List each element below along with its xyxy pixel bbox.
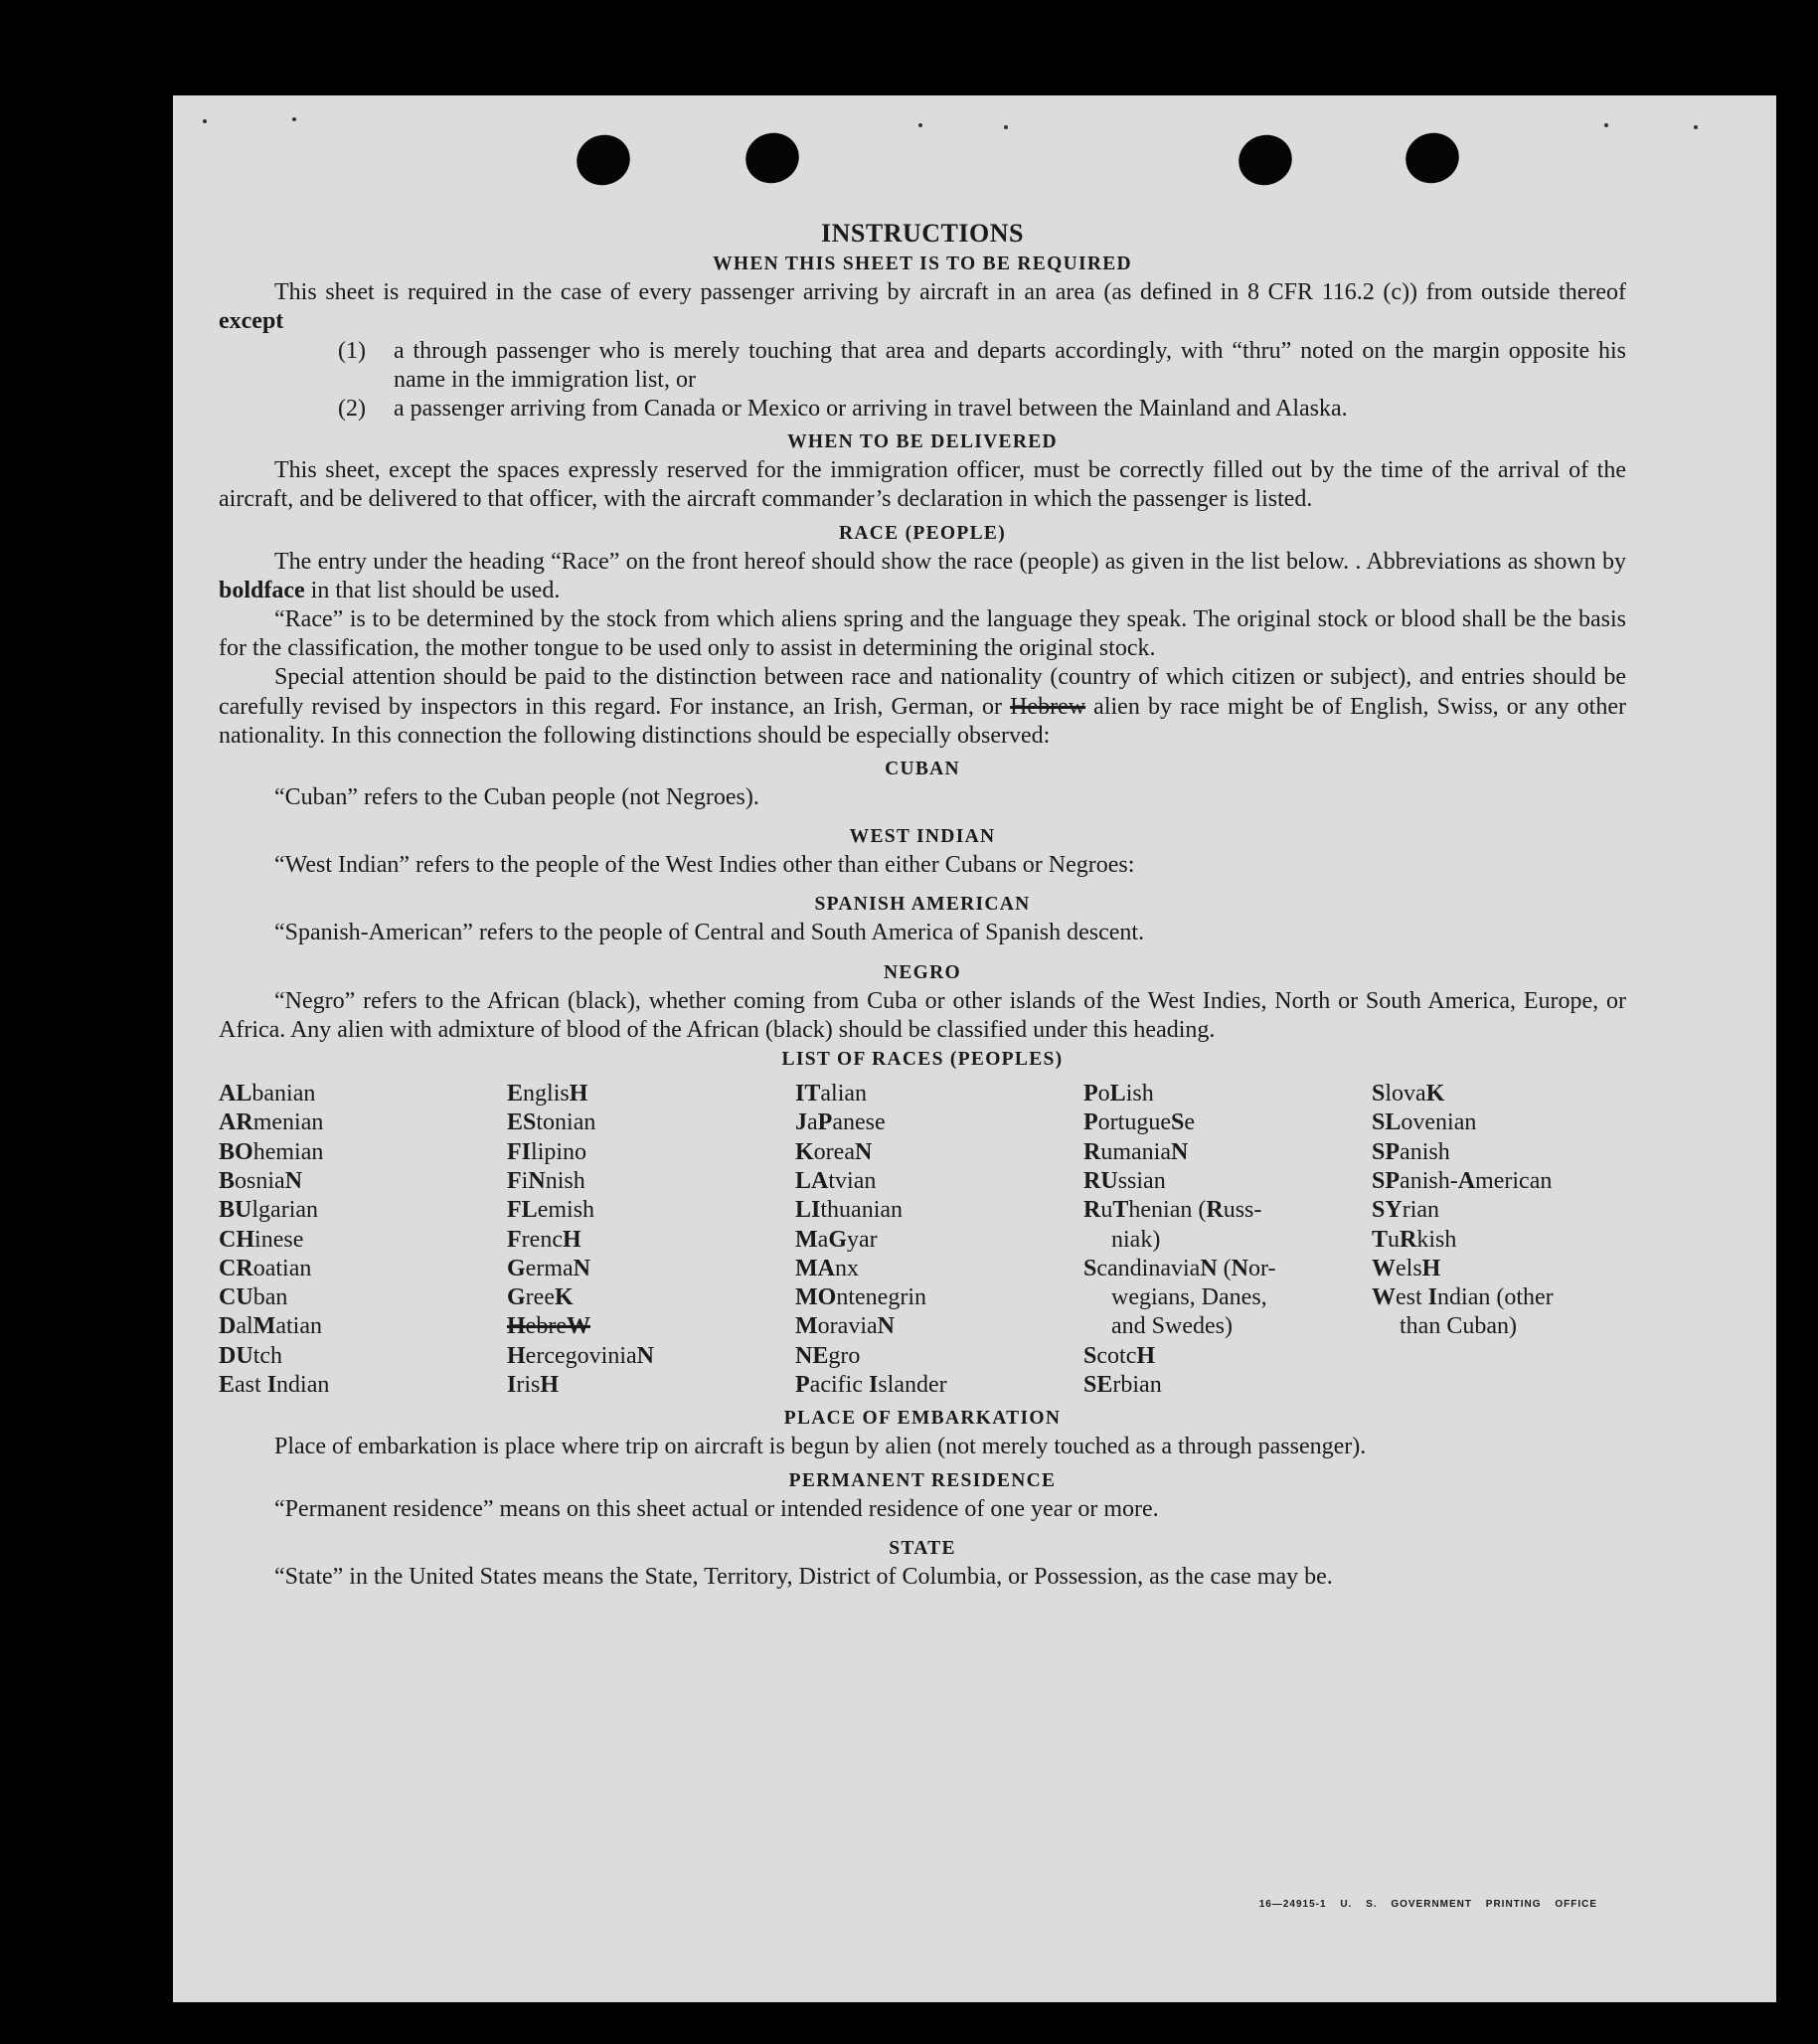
race-entry: IrisH bbox=[507, 1372, 560, 1399]
race-entry: and Swedes) bbox=[1111, 1313, 1234, 1340]
race-entry: MOntenegrin bbox=[795, 1284, 926, 1311]
paragraph-spanish-american: “Spanish-American” refers to the people of Central and South America of Spanish descent. bbox=[274, 920, 1145, 946]
race-column bbox=[795, 1080, 1083, 1400]
heading-delivered: WHEN TO BE DELIVERED bbox=[787, 431, 1058, 453]
punch-hole bbox=[1399, 125, 1466, 190]
paragraph-required: This sheet is required in the case of every passenger arriving by aircraft in an area (as defined in 8 CFR 116.2 (c)) from outside thereof except bbox=[219, 279, 1626, 335]
race-entry: GermaN bbox=[507, 1255, 590, 1281]
race-entry: BOhemian bbox=[219, 1138, 324, 1165]
page-title: INSTRUCTIONS bbox=[821, 219, 1024, 248]
race-column bbox=[219, 1080, 507, 1400]
race-entry: ALbanian bbox=[219, 1081, 316, 1107]
paragraph-race-2: “Race” is to be determined by the stock from which aliens spring and the language they speak. The original stock or blood shall be the basis for the classification, the mother tongue to be used only to assist in determining the original stock. bbox=[219, 606, 1626, 662]
race-entry: GreeK bbox=[507, 1284, 574, 1311]
race-entry: ScotcH bbox=[1083, 1342, 1156, 1369]
race-entry: HercegoviniaN bbox=[507, 1342, 654, 1369]
heading-west-indian: WEST INDIAN bbox=[849, 826, 996, 848]
paragraph-race-1: The entry under the heading “Race” on the front hereof should show the race (people) as given in the list below. . Abbreviations as shown by boldface in that list should be used. bbox=[219, 548, 1626, 603]
race-entry: MaGyar bbox=[795, 1226, 878, 1253]
race-entry: CUban bbox=[219, 1284, 288, 1311]
heading-cuban: CUBAN bbox=[885, 759, 960, 780]
race-entry: MoraviaN bbox=[795, 1313, 895, 1340]
race-entry: West Indian (other bbox=[1372, 1284, 1554, 1311]
race-entry: FLemish bbox=[507, 1197, 595, 1224]
punch-hole bbox=[1232, 127, 1299, 192]
paragraph-state: “State” in the United States means the State, Territory, District of Columbia, or Possession, as the case may be. bbox=[274, 1563, 1333, 1590]
race-column bbox=[1372, 1080, 1660, 1400]
punch-hole bbox=[739, 125, 806, 190]
race-list bbox=[219, 1080, 1626, 1400]
race-entry: wegians, Danes, bbox=[1111, 1284, 1267, 1311]
heading-race: RACE (PEOPLE) bbox=[838, 522, 1007, 544]
heading-spanish-american: SPANISH AMERICAN bbox=[814, 894, 1031, 916]
speck bbox=[918, 123, 922, 127]
list-item: (1) a through passenger who is merely touching that area and departs accordingly, with “thru” noted on the margin opposite his name in the immigration list, or bbox=[338, 337, 1626, 393]
race-column bbox=[1083, 1080, 1372, 1400]
race-entry: ScandinaviaN (Nor- bbox=[1083, 1255, 1276, 1281]
punch-hole bbox=[570, 127, 637, 192]
speck bbox=[203, 119, 207, 123]
heading-negro: NEGRO bbox=[883, 961, 961, 983]
race-entry: BUlgarian bbox=[219, 1197, 319, 1224]
race-entry: East Indian bbox=[219, 1372, 330, 1399]
race-entry: LAtvian bbox=[795, 1167, 877, 1194]
heading-residence: PERMANENT RESIDENCE bbox=[788, 1469, 1057, 1491]
race-entry: RumaniaN bbox=[1083, 1138, 1189, 1165]
paragraph-embarkation: Place of embarkation is place where trip on aircraft is begun by alien (not merely touched as a through passenger). bbox=[274, 1434, 1367, 1460]
heading-required: WHEN THIS SHEET IS TO BE REQUIRED bbox=[713, 254, 1132, 275]
paragraph-negro: “Negro” refers to the African (black), whether coming from Cuba or other islands of the West Indies, North or South America, Europe, or Africa. Any alien with admixture of blood of the African (black) should be classified under this heading. bbox=[219, 987, 1626, 1043]
race-entry: niak) bbox=[1111, 1226, 1161, 1253]
race-entry: KoreaN bbox=[795, 1138, 873, 1165]
race-entry: ARmenian bbox=[219, 1109, 324, 1136]
race-entry: NEgro bbox=[795, 1342, 861, 1369]
list-item: (2) a passenger arriving from Canada or Mexico or arriving in travel between the Mainland and Alaska. bbox=[338, 396, 1348, 423]
speck bbox=[292, 117, 296, 121]
heading-embarkation: PLACE OF EMBARKATION bbox=[783, 1408, 1062, 1430]
race-entry: SPanish-American bbox=[1372, 1167, 1553, 1194]
speck bbox=[1004, 125, 1008, 129]
printer-imprint: 16—24915-1 U. S. GOVERNMENT PRINTING OFFICE bbox=[1258, 1899, 1597, 1910]
race-entry: JaPanese bbox=[795, 1109, 886, 1136]
race-entry: SPanish bbox=[1372, 1138, 1450, 1165]
paragraph-cuban: “Cuban” refers to the Cuban people (not Negroes). bbox=[274, 784, 759, 811]
speck bbox=[1694, 125, 1698, 129]
race-entry: than Cuban) bbox=[1400, 1313, 1517, 1340]
instructions-body bbox=[219, 219, 1626, 1592]
race-entry: RuThenian (Russ- bbox=[1083, 1197, 1262, 1224]
race-entry: PortugueSe bbox=[1083, 1109, 1196, 1136]
race-entry: SErbian bbox=[1083, 1372, 1162, 1399]
race-entry: SlovaK bbox=[1372, 1081, 1445, 1107]
race-entry: EnglisH bbox=[507, 1081, 588, 1107]
race-entry: PoLish bbox=[1083, 1081, 1154, 1107]
race-entry: ITalian bbox=[795, 1081, 868, 1107]
paragraph-west-indian: “West Indian” refers to the people of the West Indies other than either Cubans or Negroes: bbox=[274, 852, 1135, 879]
race-entry: FrencH bbox=[507, 1226, 581, 1253]
race-entry: CRoatian bbox=[219, 1255, 312, 1281]
paragraph-race-3: Special attention should be paid to the distinction between race and nationality (country of which citizen or subject), and entries should be carefully revised by inspectors in this regard. For instance, an Irish, German, or Hebrew alien by race might be of English, Swiss, or any other nationality. In this connection the following distinctions should be especially observed: bbox=[219, 664, 1626, 749]
race-entry: TuRkish bbox=[1372, 1226, 1457, 1253]
race-entry: FIlipino bbox=[507, 1138, 587, 1165]
heading-state: STATE bbox=[889, 1537, 956, 1559]
speck bbox=[1604, 123, 1608, 127]
race-entry: DalMatian bbox=[219, 1313, 322, 1340]
race-entry: CHinese bbox=[219, 1226, 304, 1253]
race-column bbox=[507, 1080, 795, 1400]
race-entry: SYrian bbox=[1372, 1197, 1440, 1224]
race-entry: FiNnish bbox=[507, 1167, 585, 1194]
heading-list-of-races: LIST OF RACES (PEOPLES) bbox=[781, 1049, 1064, 1071]
race-entry: Pacific Islander bbox=[795, 1372, 947, 1399]
race-entry: DUtch bbox=[219, 1342, 283, 1369]
race-entry: WelsH bbox=[1372, 1255, 1441, 1281]
race-entry: RUssian bbox=[1083, 1167, 1166, 1194]
paragraph-residence: “Permanent residence” means on this sheet actual or intended residence of one year or more. bbox=[274, 1495, 1159, 1522]
race-entry: EStonian bbox=[507, 1109, 596, 1136]
race-entry: LIthuanian bbox=[795, 1197, 904, 1224]
race-entry: MAnx bbox=[795, 1255, 859, 1281]
race-entry: HebreW bbox=[507, 1313, 590, 1340]
document-page bbox=[173, 95, 1776, 2002]
race-entry: SLovenian bbox=[1372, 1109, 1477, 1136]
paragraph-delivered: This sheet, except the spaces expressly reserved for the immigration officer, must be correctly filled out by the time of the arrival of the aircraft, and be delivered to that officer, with the aircraft commander’s declaration in which the passenger is listed. bbox=[219, 457, 1626, 513]
race-entry: BosniaN bbox=[219, 1167, 303, 1194]
